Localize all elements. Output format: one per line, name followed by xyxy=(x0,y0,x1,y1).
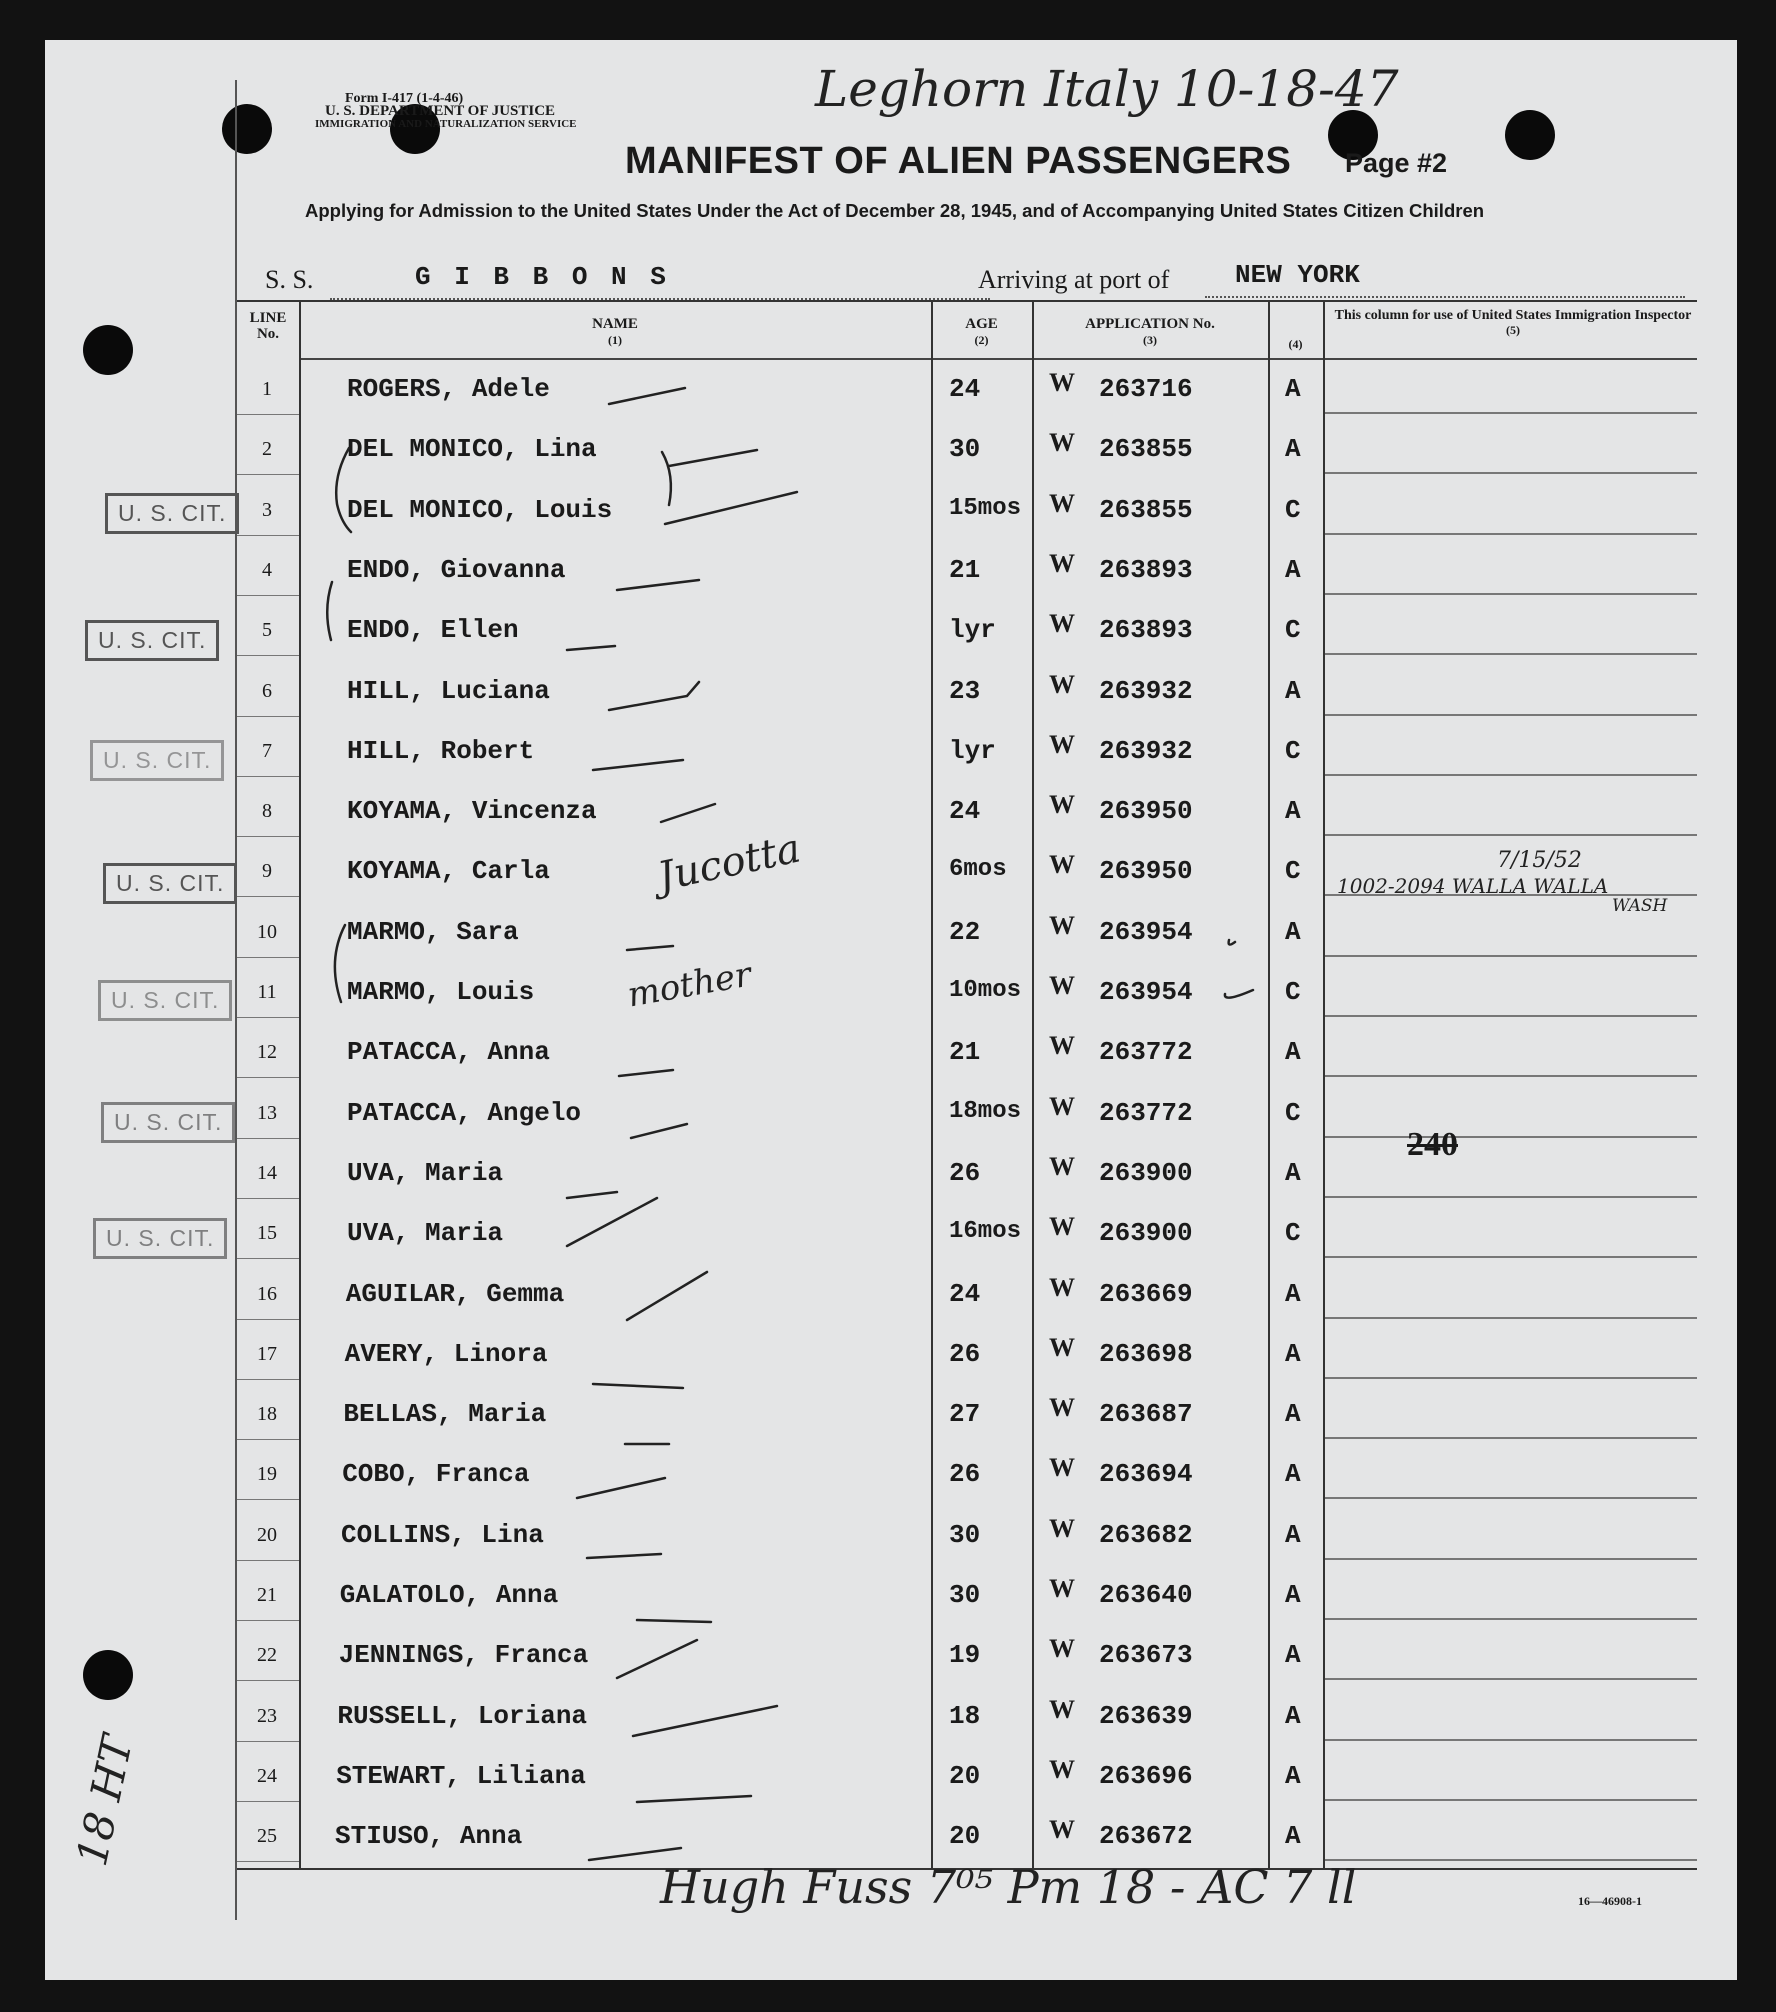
application-series: W xyxy=(1049,850,1075,880)
application-series: W xyxy=(1049,1272,1075,1302)
classification: C xyxy=(1285,856,1301,887)
line-number: 1 xyxy=(262,378,272,400)
classification: C xyxy=(1285,615,1301,646)
form-id: Form I-417 (1-4-46) xyxy=(345,91,464,106)
port-name: NEW YORK xyxy=(1235,260,1360,290)
application-series: W xyxy=(1049,1031,1075,1061)
bracket-stroke xyxy=(336,448,351,532)
passenger-age: 10mos xyxy=(949,977,1022,1004)
application-series: W xyxy=(1049,368,1075,397)
check-stroke xyxy=(609,388,685,404)
line-number: 20 xyxy=(257,1523,277,1546)
form-identifier-block xyxy=(275,92,695,131)
passenger-name: HILL, Luciana xyxy=(347,675,550,706)
line-number: 23 xyxy=(257,1704,277,1727)
margin-annotation: 18 HT xyxy=(67,1731,143,1871)
classification: A xyxy=(1285,1157,1301,1188)
passenger-name: HILL, Robert xyxy=(347,735,535,766)
application-series: W xyxy=(1049,729,1075,759)
application-series: W xyxy=(1049,1634,1075,1664)
passenger-name: KOYAMA, Carla xyxy=(347,856,550,887)
check-stroke xyxy=(617,580,699,590)
check-stroke xyxy=(669,450,757,466)
header-inspector: This column for use of United States Immigration Inspector (5) xyxy=(1334,308,1692,337)
passenger-name: MARMO, Louis xyxy=(347,977,535,1007)
passenger-name: GALATOLO, Anna xyxy=(339,1580,559,1610)
check-stroke xyxy=(567,646,615,650)
department: U. S. DEPARTMENT OF JUSTICE xyxy=(325,103,556,119)
us-citizen-stamp: U. S. CIT. xyxy=(90,740,224,781)
passenger-name: DEL MONICO, Louis xyxy=(347,494,613,525)
classification: C xyxy=(1285,1097,1301,1128)
tick-stroke xyxy=(1225,990,1253,998)
application-series: W xyxy=(1049,1815,1075,1845)
check-stroke xyxy=(567,1198,657,1246)
passenger-age: 21 xyxy=(949,1037,981,1068)
application-series: W xyxy=(1049,548,1075,578)
application-number: 263900 xyxy=(1099,1218,1193,1249)
check-stroke xyxy=(631,1124,687,1138)
passenger-age: 16mos xyxy=(949,1218,1022,1246)
application-number: 263855 xyxy=(1099,434,1193,465)
line-number: 18 xyxy=(257,1403,277,1426)
application-series: W xyxy=(1049,1091,1075,1121)
passenger-name: COBO, Franca xyxy=(342,1459,530,1490)
classification: A xyxy=(1285,374,1301,404)
application-series: W xyxy=(1049,1453,1075,1483)
line-number: 8 xyxy=(262,800,272,823)
bracket-stroke xyxy=(662,452,671,505)
application-number: 263673 xyxy=(1099,1640,1193,1671)
punch-hole xyxy=(222,104,272,154)
classification: A xyxy=(1285,675,1301,706)
line-number: 17 xyxy=(257,1342,277,1365)
classification: A xyxy=(1285,1640,1301,1671)
application-series: W xyxy=(1049,1393,1075,1423)
us-citizen-stamp: U. S. CIT. xyxy=(103,863,237,904)
inspector-note-state: WASH xyxy=(1612,896,1668,916)
application-number: 263950 xyxy=(1099,856,1193,887)
line-number: 11 xyxy=(257,981,277,1003)
passenger-name: JENNINGS, Franca xyxy=(338,1640,589,1671)
application-number: 263954 xyxy=(1099,977,1193,1007)
application-series: W xyxy=(1049,1694,1075,1724)
classification: A xyxy=(1285,1037,1301,1068)
line-number: 24 xyxy=(257,1764,277,1787)
passenger-name: RUSSELL, Loriana xyxy=(337,1700,588,1731)
line-number: 13 xyxy=(257,1101,277,1124)
bottom-signature: Hugh Fuss 7⁰⁵ Pm 18 - AC 7 ll xyxy=(660,1860,1357,1914)
check-stroke xyxy=(665,492,797,524)
port-dots xyxy=(1205,296,1685,298)
handwritten-mark: mother xyxy=(624,954,755,1016)
application-series: W xyxy=(1049,1151,1075,1181)
check-stroke xyxy=(661,804,715,822)
line-number: 25 xyxy=(257,1825,277,1848)
passenger-age: 26 xyxy=(949,1338,981,1369)
application-series: W xyxy=(1049,488,1075,518)
check-stroke xyxy=(619,1070,673,1076)
classification: A xyxy=(1285,1580,1301,1610)
handwritten-origin: Leghorn Italy 10-18-47 xyxy=(815,60,1399,118)
passenger-name: AGUILAR, Gemma xyxy=(345,1278,565,1309)
application-number: 263716 xyxy=(1099,374,1193,404)
application-number: 263640 xyxy=(1099,1580,1193,1610)
application-number: 263772 xyxy=(1099,1037,1193,1068)
check-stroke xyxy=(577,1478,665,1498)
classification: C xyxy=(1285,977,1301,1007)
application-number: 263687 xyxy=(1099,1399,1193,1430)
ship-name: G I B B O N S xyxy=(415,262,670,292)
line-number: 9 xyxy=(262,860,272,883)
passenger-table xyxy=(237,300,1697,1870)
line-number: 7 xyxy=(262,739,272,762)
header-age: AGE (2) xyxy=(965,316,998,347)
check-stroke xyxy=(637,1620,711,1622)
passenger-age: 26 xyxy=(949,1459,981,1490)
check-stroke xyxy=(567,1192,617,1198)
classification: C xyxy=(1285,1218,1301,1249)
passenger-age: 19 xyxy=(949,1640,981,1671)
passenger-name: STIUSO, Anna xyxy=(335,1821,523,1852)
tick-stroke xyxy=(1229,940,1235,945)
passenger-age: 20 xyxy=(949,1821,981,1852)
page-number: Page #2 xyxy=(1345,148,1448,178)
passenger-age: 18 xyxy=(949,1700,981,1731)
application-series: W xyxy=(1049,1574,1075,1603)
passenger-age: 22 xyxy=(949,916,981,947)
check-stroke xyxy=(593,1384,683,1388)
line-number: 14 xyxy=(257,1161,277,1184)
page-title: MANIFEST OF ALIEN PASSENGERS xyxy=(625,140,1292,182)
us-citizen-stamp: U. S. CIT. xyxy=(98,980,232,1021)
passenger-age: 30 xyxy=(949,1580,981,1610)
application-number: 263900 xyxy=(1099,1157,1193,1188)
check-stroke xyxy=(637,1796,751,1802)
classification: A xyxy=(1285,1700,1301,1731)
application-series: W xyxy=(1049,609,1075,639)
passenger-name: DEL MONICO, Lina xyxy=(347,434,597,465)
application-number: 263698 xyxy=(1099,1338,1193,1369)
passenger-age: 21 xyxy=(949,554,981,585)
application-series: W xyxy=(1049,790,1075,820)
application-number: 263694 xyxy=(1099,1459,1193,1490)
line-number: 15 xyxy=(257,1222,277,1245)
application-number: 263672 xyxy=(1099,1821,1193,1852)
passenger-name: ENDO, Ellen xyxy=(347,615,519,646)
passenger-age: 30 xyxy=(949,1519,981,1550)
inspector-note-address: 1002-2094 WALLA WALLA xyxy=(1337,874,1609,898)
application-series: W xyxy=(1049,669,1075,699)
service: IMMIGRATION AND NATURALIZATION SERVICE xyxy=(315,118,577,130)
passenger-name: ENDO, Giovanna xyxy=(347,554,566,585)
header-col4: (4) xyxy=(1288,337,1303,351)
punch-hole xyxy=(1505,110,1555,160)
application-series: W xyxy=(1049,971,1075,1000)
classification: C xyxy=(1285,494,1301,525)
application-series: W xyxy=(1049,1513,1075,1543)
application-number: 263932 xyxy=(1099,675,1193,706)
line-number: 3 xyxy=(262,498,272,521)
us-citizen-stamp: U. S. CIT. xyxy=(93,1218,227,1259)
check-stroke xyxy=(589,1848,681,1860)
classification: A xyxy=(1285,1459,1301,1490)
application-series: W xyxy=(1049,1212,1075,1242)
classification: A xyxy=(1285,554,1301,585)
line-number: 21 xyxy=(257,1584,277,1606)
header-name: NAME (1) xyxy=(592,316,638,347)
bracket-stroke xyxy=(327,582,332,640)
passenger-age: 30 xyxy=(949,434,981,465)
punch-hole xyxy=(83,1650,133,1700)
passenger-age: 18mos xyxy=(949,1097,1022,1125)
line-number: 4 xyxy=(262,558,272,581)
application-number: 263639 xyxy=(1099,1700,1193,1731)
check-stroke xyxy=(627,1272,707,1320)
classification: A xyxy=(1285,1821,1301,1852)
passenger-age: 23 xyxy=(949,675,981,706)
subtitle: Applying for Admission to the United States Under the Act of December 28, 1945, and of Accompanying United States Citizen Children xyxy=(305,200,1485,221)
passenger-name: COLLINS, Lina xyxy=(341,1519,544,1550)
footer-form-code: 16—46908-1 xyxy=(1578,1894,1642,1908)
passenger-age: 27 xyxy=(949,1399,981,1430)
passenger-age: lyr xyxy=(949,735,996,766)
us-citizen-stamp: U. S. CIT. xyxy=(105,493,239,534)
passenger-age: 24 xyxy=(949,374,981,404)
passenger-age: 24 xyxy=(949,796,981,827)
passenger-name: PATACCA, Angelo xyxy=(347,1097,582,1128)
line-number: 16 xyxy=(257,1282,277,1305)
handwritten-strokes xyxy=(237,300,1697,1870)
line-number: 6 xyxy=(262,679,272,702)
line-number: 22 xyxy=(257,1644,277,1667)
passenger-age: 6mos xyxy=(949,856,1007,884)
classification: A xyxy=(1285,1760,1301,1791)
application-number: 263855 xyxy=(1099,494,1193,525)
line-number: 12 xyxy=(257,1041,277,1064)
classification: A xyxy=(1285,1338,1301,1369)
check-stroke xyxy=(609,682,699,710)
passenger-age: 26 xyxy=(949,1157,981,1188)
header-application: APPLICATION No. (3) xyxy=(1085,316,1215,347)
us-citizen-stamp: U. S. CIT. xyxy=(85,620,219,661)
classification: C xyxy=(1285,735,1301,766)
passenger-name: BELLAS, Maria xyxy=(343,1399,547,1430)
application-series: W xyxy=(1049,1754,1075,1784)
check-stroke xyxy=(593,760,683,770)
application-number: 263893 xyxy=(1099,615,1193,646)
classification: A xyxy=(1285,1399,1301,1430)
application-series: W xyxy=(1049,910,1075,940)
punch-hole xyxy=(83,325,133,375)
handwritten-mark: Jucotta xyxy=(653,825,805,901)
line-number: 19 xyxy=(257,1463,277,1486)
passenger-age: 24 xyxy=(949,1278,981,1309)
passenger-name: AVERY, Linora xyxy=(344,1338,548,1369)
classification: A xyxy=(1285,434,1301,465)
us-citizen-stamp: U. S. CIT. xyxy=(101,1102,235,1143)
application-number: 263893 xyxy=(1099,554,1193,585)
application-series: W xyxy=(1049,1332,1075,1362)
line-number: 5 xyxy=(262,619,272,642)
passenger-name: MARMO, Sara xyxy=(347,916,519,947)
passenger-name: UVA, Maria xyxy=(347,1218,504,1249)
check-stroke xyxy=(587,1554,661,1558)
arriving-label: Arriving at port of xyxy=(978,265,1170,294)
application-series: W xyxy=(1049,428,1075,458)
inspector-note-date: 7/15/52 xyxy=(1497,848,1582,873)
application-number: 263669 xyxy=(1099,1278,1193,1309)
classification: A xyxy=(1285,916,1301,947)
line-number: 2 xyxy=(262,438,272,461)
classification: A xyxy=(1285,1519,1301,1550)
bracket-stroke xyxy=(335,925,345,1002)
passenger-age: lyr xyxy=(949,615,996,646)
passenger-age: 15mos xyxy=(949,494,1022,522)
application-number: 263932 xyxy=(1099,735,1193,766)
check-stroke xyxy=(633,1706,777,1736)
passenger-name: PATACCA, Anna xyxy=(347,1037,550,1068)
passenger-name: KOYAMA, Vincenza xyxy=(347,796,597,827)
application-number: 263772 xyxy=(1099,1097,1193,1128)
inspector-number: 240 xyxy=(1407,1126,1458,1163)
ss-label: S. S. xyxy=(265,265,314,294)
passenger-name: UVA, Maria xyxy=(347,1157,504,1188)
passenger-age: 20 xyxy=(949,1760,981,1791)
application-number: 263954 xyxy=(1099,916,1193,947)
check-stroke xyxy=(627,946,673,950)
application-number: 263950 xyxy=(1099,796,1193,827)
header-line-no: LINE No. xyxy=(249,310,287,342)
passenger-name: ROGERS, Adele xyxy=(347,374,550,404)
classification: A xyxy=(1285,796,1301,827)
check-stroke xyxy=(617,1640,697,1678)
classification: A xyxy=(1285,1278,1301,1309)
line-number: 10 xyxy=(257,920,277,943)
application-number: 263682 xyxy=(1099,1519,1193,1550)
application-number: 263696 xyxy=(1099,1760,1193,1791)
passenger-name: STEWART, Liliana xyxy=(336,1760,586,1791)
